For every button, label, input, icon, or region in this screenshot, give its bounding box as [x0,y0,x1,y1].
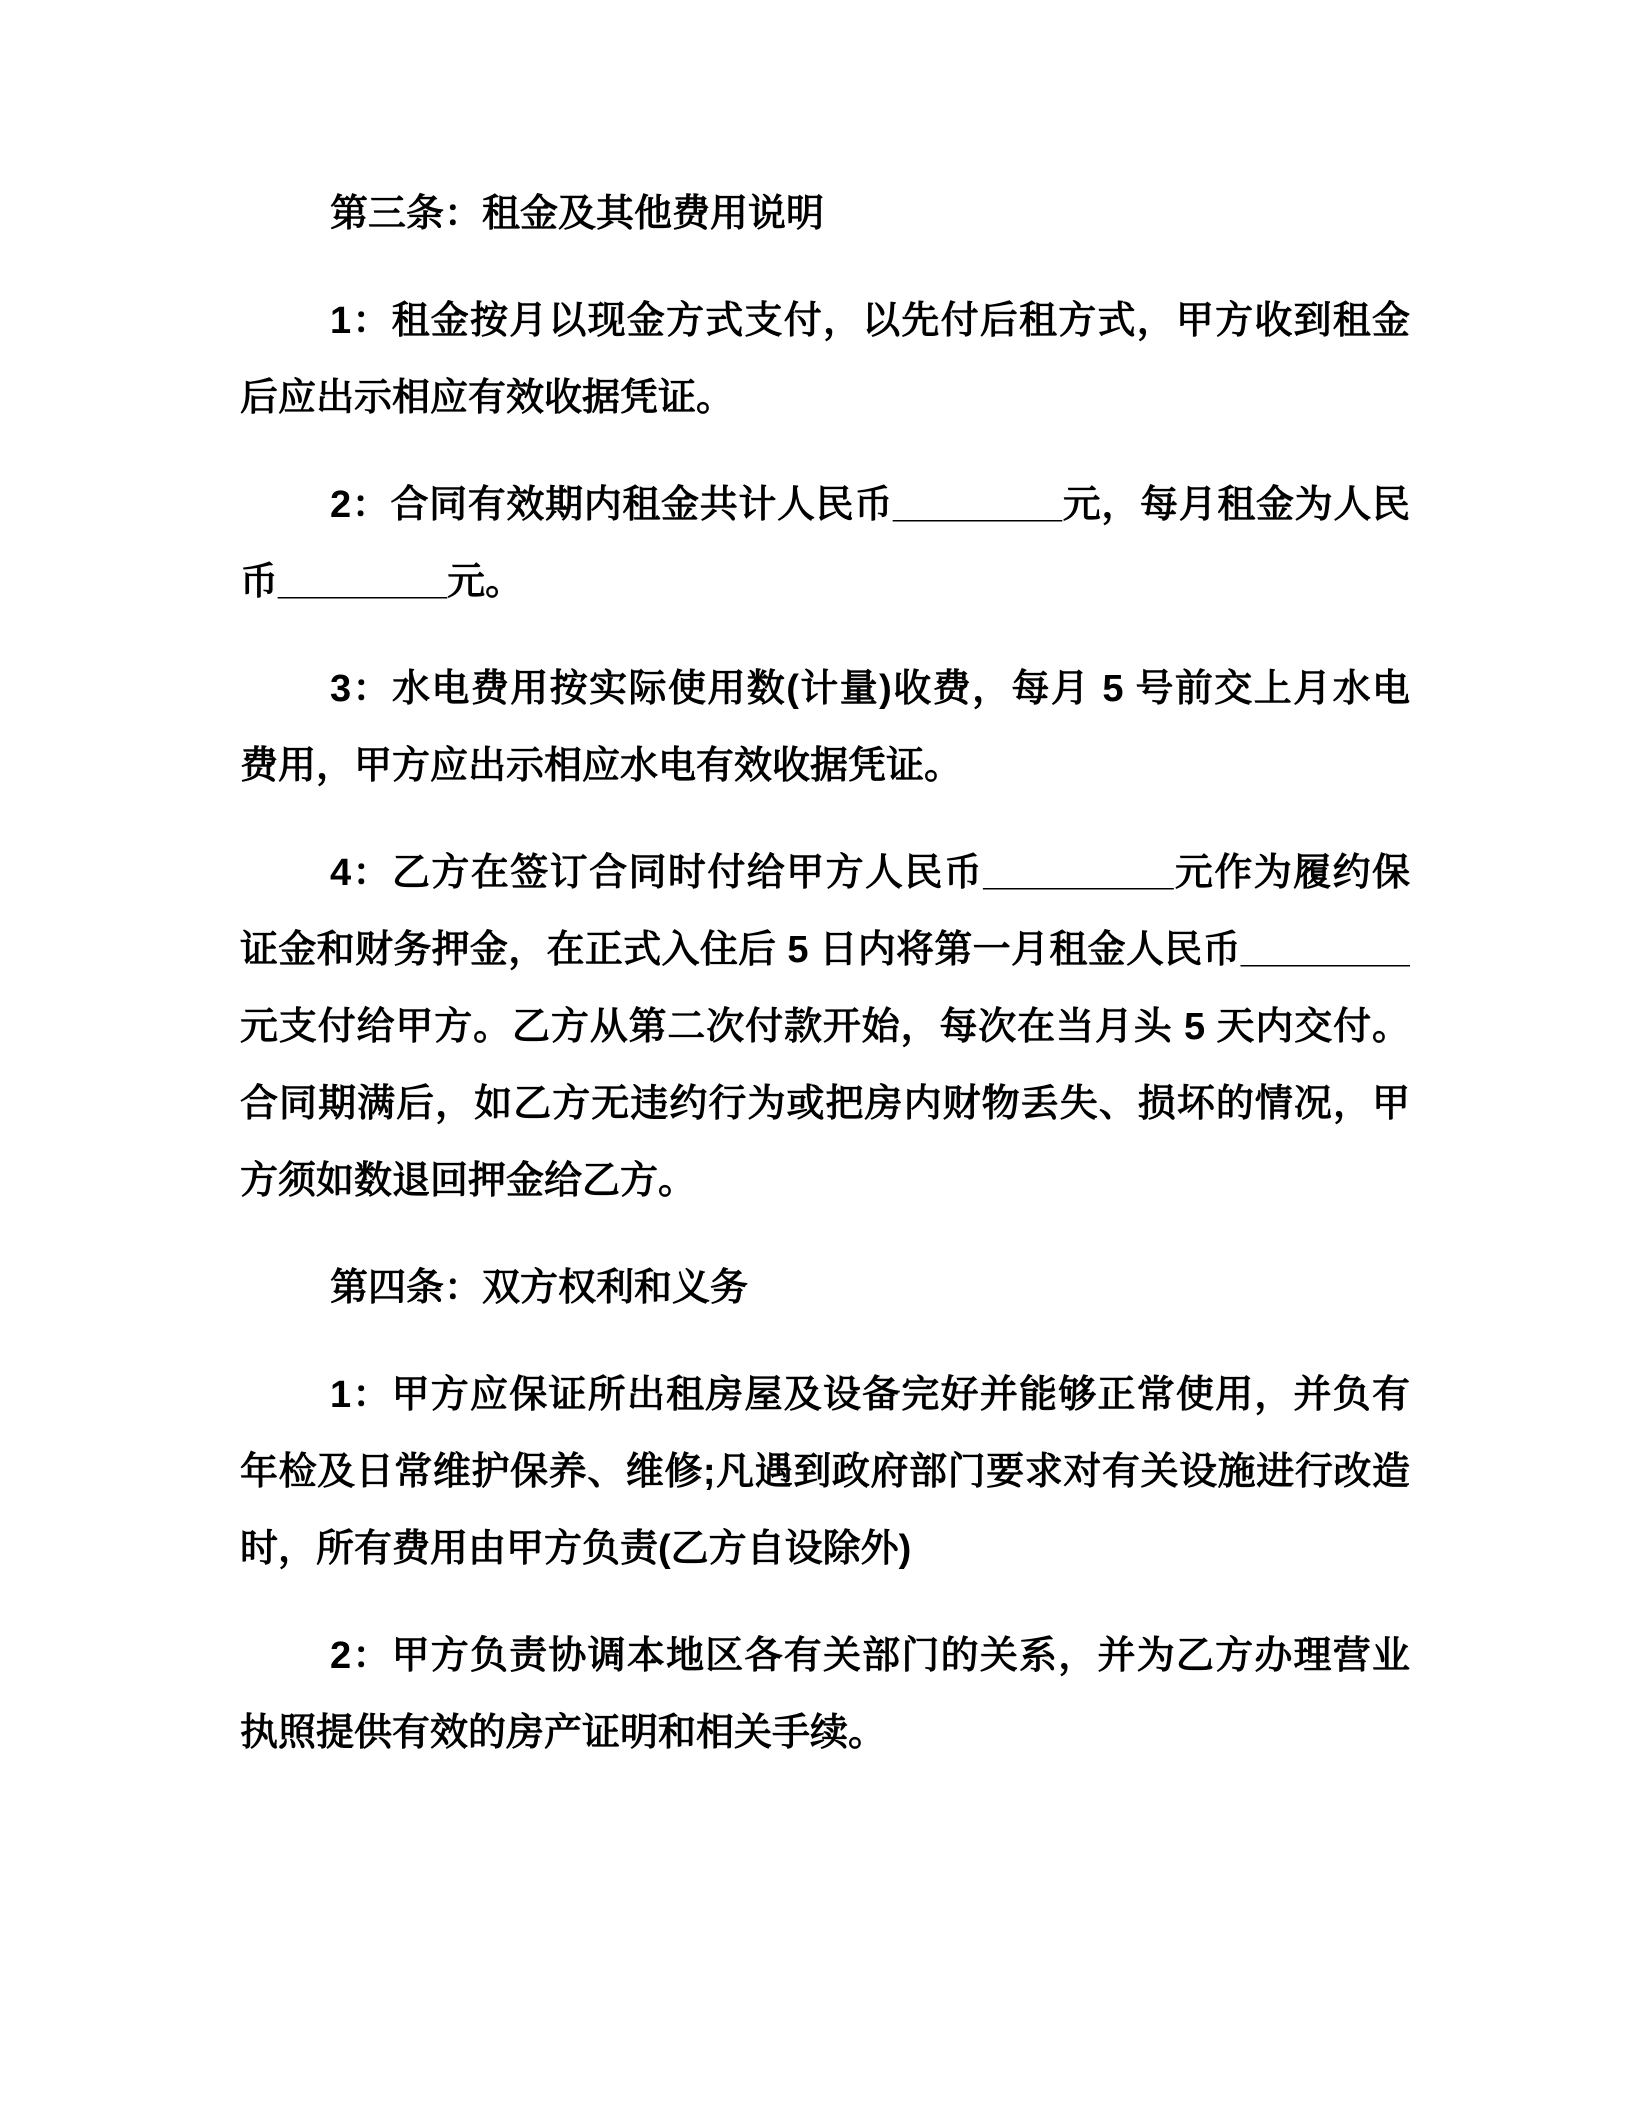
article-3-clause-4 [240,835,1410,1220]
clause-text-line: 4：乙方在签订合同时付给甲方人民币_________元作为履约保 [330,852,1410,894]
article-3-heading: 第三条：租金及其他费用说明 [330,193,825,235]
clause-text-line: 执照提供有效的房产证明和相关手续。 [240,1712,887,1754]
clause-text-line: 1：租金按月以现金方式支付，以先付后租方式，甲方收到租金 [330,300,1410,342]
clause-text-line: 证金和财务押金，在正式入住后 5 日内将第一月租金人民币________ [240,929,1410,971]
article-4-heading-para [240,1250,1410,1327]
clause-text-line: 币________元。 [240,561,524,603]
article-3-heading-para [240,176,1410,253]
article-3-clause-1 [240,283,1410,437]
clause-text-line: 3：水电费用按实际使用数(计量)收费，每月 5 号前交上月水电 [330,668,1410,710]
contract-body [240,176,1410,1802]
clause-text-line: 2：合同有效期内租金共计人民币________元，每月租金为人民 [330,484,1410,526]
clause-text-line: 元支付给甲方。乙方从第二次付款开始，每次在当月头 5 天内交付。 [240,1006,1410,1048]
article-3-clause-2 [240,467,1410,621]
clause-text-line: 1：甲方应保证所出租房屋及设备完好并能够正常使用，并负有 [330,1374,1410,1416]
clause-text-line: 后应出示相应有效收据凭证。 [240,377,735,419]
clause-text-line: 方须如数退回押金给乙方。 [240,1160,697,1202]
clause-text-line: 2：甲方负责协调本地区各有关部门的关系，并为乙方办理营业 [330,1635,1410,1677]
clause-text-line: 费用，甲方应出示相应水电有效收据凭证。 [240,745,963,787]
article-4-clause-2 [240,1618,1410,1772]
article-3-clause-3 [240,651,1410,805]
article-4-heading: 第四条：双方权利和义务 [330,1267,749,1309]
article-4-clause-1 [240,1357,1410,1588]
clause-text-line: 时，所有费用由甲方负责(乙方自设除外) [240,1528,912,1570]
clause-text-line: 年检及日常维护保养、维修;凡遇到政府部门要求对有关设施进行改造 [240,1451,1410,1493]
clause-text-line: 合同期满后，如乙方无违约行为或把房内财物丢失、损坏的情况，甲 [240,1083,1410,1125]
